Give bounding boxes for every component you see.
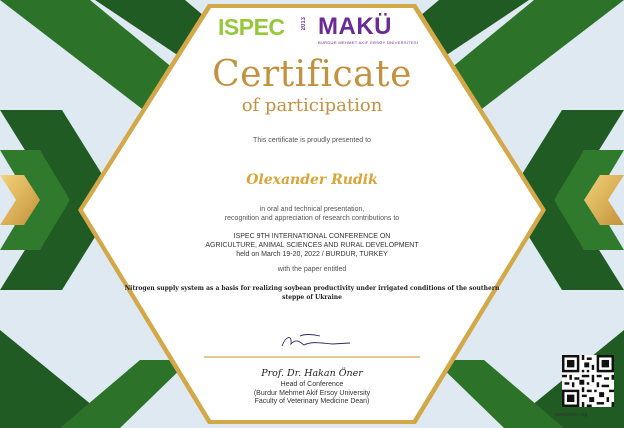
intro-line: recognition and appreciation of research contributions to [224,215,400,222]
signatory-role-line: (Burdur Mehmet Akif Ersoy University [253,389,371,397]
signatory-role-line: Faculty of Veterinary Medicine Dean) [254,398,370,405]
signatory-role [0,381,624,407]
maku-logo-subtitle: BURDUR MEHMET AKİF ERSOY ÜNİVERSİTESİ [318,40,419,45]
conference-line: held on March 19-20, 2022 / BURDUR, TURKEY [236,251,388,258]
intro-line: in oral and technical presentation, [259,206,365,213]
signatory-role-line: Head of Conference [280,381,344,388]
ispec-logo: ISPEC [218,14,285,40]
conference-line: AGRICULTURE, ANIMAL SCIENCES AND RURAL DEVELOPMENT [205,242,419,249]
certificate-subtitle: of participation [241,95,383,116]
paper-intro: with the paper entitled [277,266,347,273]
ispec-logo-year: 2013 [301,17,307,31]
signatory-name: Prof. Dr. Hakan Öner [261,368,363,379]
paper-title: Nitrogen supply system as a basis for realizing soybean productivity under irrigated conditions of the southern steppe of Ukraine [124,285,500,301]
intro-text [0,205,624,223]
website-url: www.ispec.org [555,412,588,418]
presented-line: This certificate is proudly presented to [253,137,371,144]
recipient-name: Olexander Rudik [246,172,378,188]
maku-logo: MAKÜ [318,13,392,40]
conference-line: ISPEC 9TH INTERNATIONAL CONFERENCE ON [233,233,391,240]
certificate-title: Certificate [212,54,412,95]
qr-code-icon [562,355,614,407]
conference-text [0,232,624,259]
